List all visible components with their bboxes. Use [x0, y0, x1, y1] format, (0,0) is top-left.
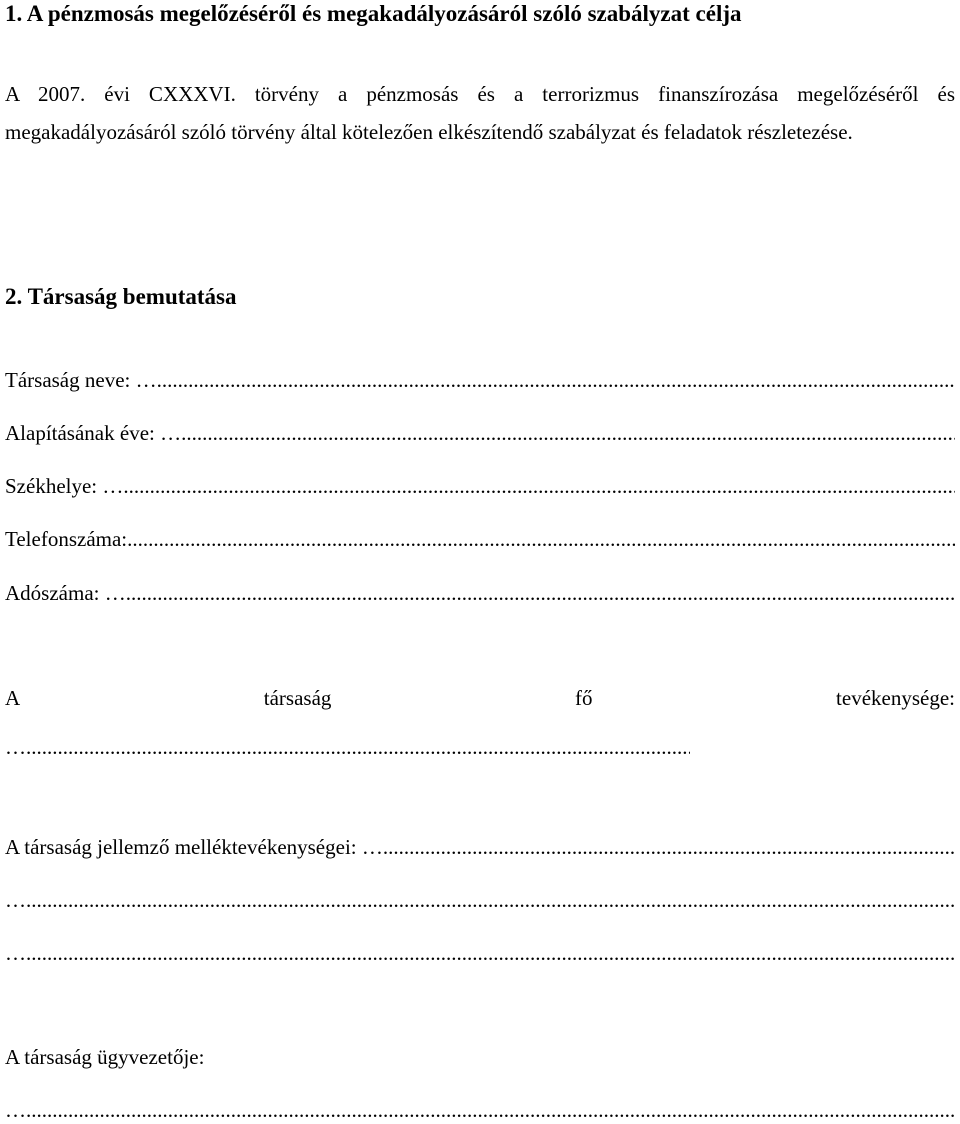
main-activity-word: A	[5, 686, 21, 710]
company-name-dots	[157, 368, 955, 392]
phone-label: Telefonszáma:	[5, 527, 128, 551]
side-activities-line-3	[5, 939, 955, 967]
side-activities-dots	[383, 835, 955, 859]
phone-dots	[127, 527, 955, 551]
side-activities-line-2	[5, 886, 955, 914]
side-activities-line-3-start: …	[5, 941, 26, 965]
main-activity-word: társaság	[263, 686, 332, 710]
seat-label: Székhelye: …	[5, 474, 124, 498]
manager-dots	[26, 1098, 955, 1122]
founding-year-dots	[181, 421, 955, 445]
seat-dots	[123, 474, 955, 498]
side-activities-field	[5, 833, 955, 861]
section-1-paragraph: A 2007. évi CXXXVI. törvény a pénzmosás és a terrorizmus finanszírozása megelőzéséről és megakadályozásáról szóló törvény által kötelezően elkészítendő szabályzat és feladatok részletezése.	[5, 82, 955, 144]
side-activities-line-3-dots	[26, 941, 955, 965]
main-activity-label-line	[5, 684, 955, 712]
seat-field	[5, 472, 955, 500]
main-activity-continuation: …	[5, 735, 26, 759]
main-activity-word: tevékenysége:	[836, 686, 955, 710]
tax-number-field	[5, 579, 955, 607]
main-activity-dots	[26, 735, 690, 759]
main-activity-field	[5, 733, 690, 761]
manager-label-line	[5, 1043, 955, 1071]
company-name-field	[5, 366, 955, 394]
tax-number-label: Adószáma: …	[5, 581, 126, 605]
side-activities-line-2-start: …	[5, 888, 26, 912]
side-activities-label: A társaság jellemző melléktevékenységei: …	[5, 835, 383, 859]
manager-line-start: …	[5, 1098, 26, 1122]
founding-year-field	[5, 419, 955, 447]
founding-year-label: Alapításának éve: …	[5, 421, 182, 445]
main-activity-word: fő	[574, 686, 593, 710]
phone-field	[5, 525, 955, 553]
manager-label: A társaság ügyvezetője:	[5, 1045, 205, 1069]
section-2-heading: 2. Társaság bemutatása	[5, 284, 237, 309]
tax-number-dots	[126, 581, 955, 605]
section-1-heading: 1. A pénzmosás megelőzéséről és megakadályozásáról szóló szabályzat célja	[5, 1, 742, 26]
side-activities-line-2-dots	[26, 888, 955, 912]
company-name-label: Társaság neve: …	[5, 368, 157, 392]
